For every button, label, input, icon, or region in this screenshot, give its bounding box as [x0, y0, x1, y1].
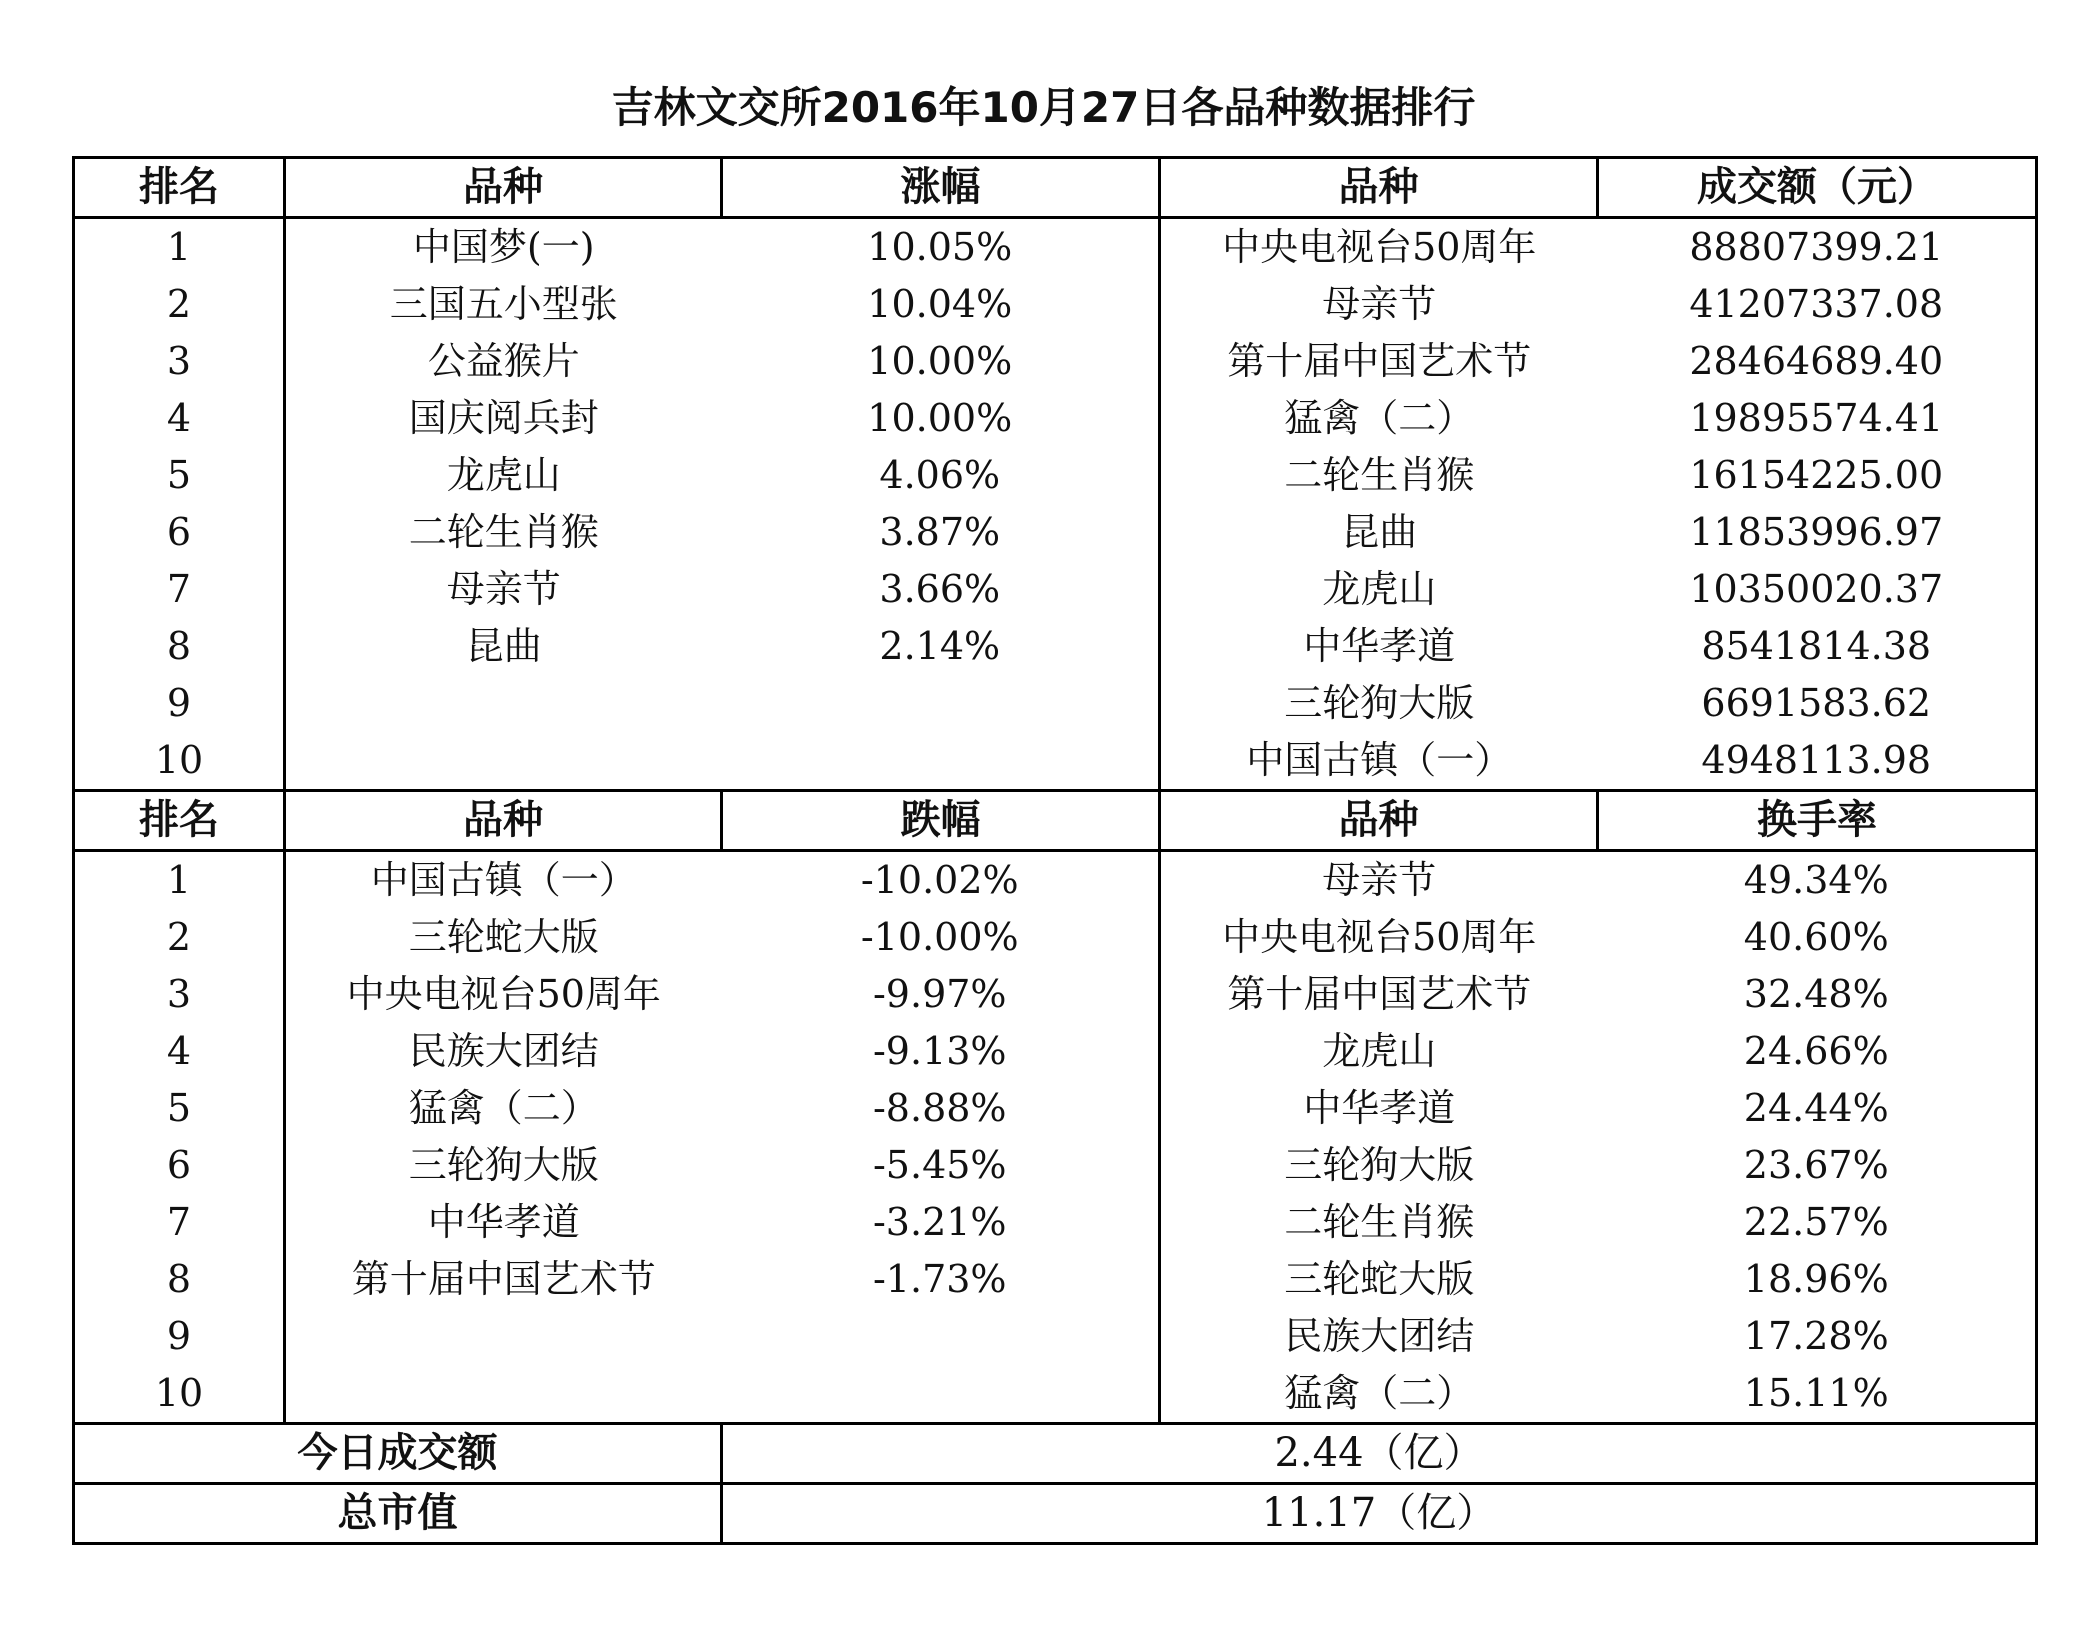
table-cell: 中华孝道	[1303, 1086, 1456, 1130]
table-cell: 猛禽（二）	[1284, 396, 1475, 440]
table-row	[74, 276, 2037, 333]
table-cell: 41207337.08	[1689, 282, 1944, 326]
table-cell: 22.57%	[1743, 1200, 1889, 1244]
table-cell: 公益猴片	[427, 339, 580, 383]
table-cell: 中华孝道	[1303, 624, 1456, 668]
table-cell: 中国古镇（一）	[1246, 738, 1513, 782]
table-cell: -8.88%	[722, 1080, 1160, 1137]
table-row	[74, 1137, 2037, 1194]
table-cell: 2	[74, 276, 285, 333]
column-header: 品种	[1160, 791, 1598, 851]
column-header: 排名	[74, 791, 285, 851]
table-cell: 6	[74, 1137, 285, 1194]
table-cell: -1.73%	[722, 1251, 1160, 1308]
table-cell: 母亲节	[1322, 282, 1437, 326]
page-title: 吉林文交所2016年10月27日各品种数据排行	[611, 83, 1476, 132]
table-cell: 第十届中国艺术节	[351, 1257, 656, 1301]
table-cell: 23.67%	[1743, 1143, 1889, 1187]
market-cap-value: 11.17（亿）	[722, 1484, 2037, 1544]
table-cell: 4948113.98	[1701, 738, 1932, 782]
table-cell: 民族大团结	[408, 1029, 599, 1073]
table-cell	[285, 1308, 722, 1365]
table-cell: 11853996.97	[1689, 510, 1944, 554]
table-row	[74, 732, 2037, 791]
table-cell	[722, 1308, 1160, 1365]
table-cell: 4	[74, 1023, 285, 1080]
table-row	[74, 333, 2037, 390]
table-cell: 二轮生肖猴	[408, 510, 599, 554]
table-row	[74, 1023, 2037, 1080]
table-row	[74, 561, 2037, 618]
table-cell: 1	[74, 851, 285, 910]
table-cell: 国庆阅兵封	[408, 396, 599, 440]
table-row	[74, 1251, 2037, 1308]
table-cell: 中央电视台50周年	[346, 972, 661, 1016]
table-cell: -10.00%	[722, 909, 1160, 966]
table-cell: 24.66%	[1743, 1029, 1889, 1073]
table-cell: 二轮生肖猴	[1284, 1200, 1475, 1244]
table-cell: 3.87%	[722, 504, 1160, 561]
table-row	[74, 618, 2037, 675]
table-cell: 昆曲	[1341, 510, 1418, 554]
table-cell: 8	[74, 1251, 285, 1308]
table-row	[74, 851, 2037, 910]
table-cell: -3.21%	[722, 1194, 1160, 1251]
table-cell: -9.13%	[722, 1023, 1160, 1080]
column-header: 换手率	[1598, 791, 2037, 851]
table-cell: 三轮狗大版	[408, 1143, 599, 1187]
table-row	[74, 447, 2037, 504]
table-cell: 7	[74, 561, 285, 618]
table-cell: 昆曲	[465, 624, 542, 668]
table-cell: 4	[74, 390, 285, 447]
column-header: 品种	[1160, 158, 1598, 218]
table-cell: 5	[74, 447, 285, 504]
table-cell: 19895574.41	[1689, 396, 1944, 440]
table-cell: 9	[74, 1308, 285, 1365]
table-cell: 龙虎山	[1322, 1029, 1437, 1073]
table-row	[74, 218, 2037, 277]
table-cell: 24.44%	[1743, 1086, 1889, 1130]
table-row	[74, 1194, 2037, 1251]
table-row	[74, 1365, 2037, 1424]
table-cell: 10.05%	[722, 218, 1160, 277]
table-cell	[285, 732, 722, 791]
table-cell: 10.00%	[722, 333, 1160, 390]
table-cell: 2	[74, 909, 285, 966]
table-cell: 1	[74, 218, 285, 277]
top-header-row	[74, 158, 2037, 218]
top-section	[74, 158, 2037, 791]
table-cell: -10.02%	[722, 851, 1160, 910]
table-cell: 8541814.38	[1701, 624, 1932, 668]
table-cell: 10350020.37	[1689, 567, 1944, 611]
table-cell	[285, 675, 722, 732]
table-row	[74, 1308, 2037, 1365]
ranking-table	[72, 156, 2038, 1545]
table-cell: 2.14%	[722, 618, 1160, 675]
table-cell: 10.04%	[722, 276, 1160, 333]
table-cell: 6691583.62	[1701, 681, 1932, 725]
table-cell: 5	[74, 1080, 285, 1137]
table-cell: 猛禽（二）	[1284, 1371, 1475, 1415]
table-cell: 中央电视台50周年	[1222, 225, 1537, 269]
table-row	[74, 504, 2037, 561]
table-cell: 7	[74, 1194, 285, 1251]
table-cell: -9.97%	[722, 966, 1160, 1023]
table-cell: 32.48%	[1743, 972, 1889, 1016]
table-cell	[722, 1365, 1160, 1424]
table-cell: 28464689.40	[1689, 339, 1944, 383]
table-cell: 第十届中国艺术节	[1227, 339, 1532, 383]
table-cell: 88807399.21	[1689, 225, 1944, 269]
table-cell	[722, 675, 1160, 732]
table-cell: 龙虎山	[1322, 567, 1437, 611]
table-cell: 猛禽（二）	[408, 1086, 599, 1130]
table-cell: 8	[74, 618, 285, 675]
table-cell: 10	[74, 732, 285, 791]
table-cell: 49.34%	[1743, 858, 1889, 902]
table-cell: 6	[74, 504, 285, 561]
column-header: 成交额（元）	[1598, 158, 2037, 218]
table-cell: 17.28%	[1743, 1314, 1889, 1358]
table-cell: 母亲节	[446, 567, 561, 611]
table-cell: 3	[74, 333, 285, 390]
table-cell	[285, 1365, 722, 1424]
table-cell: 15.11%	[1743, 1371, 1889, 1415]
table-cell: 中国梦(一)	[412, 225, 595, 269]
bottom-header-row	[74, 791, 2037, 851]
bottom-section	[74, 791, 2037, 1424]
table-cell: 10.00%	[722, 390, 1160, 447]
table-cell: 民族大团结	[1284, 1314, 1475, 1358]
table-cell: 18.96%	[1743, 1257, 1889, 1301]
column-header: 涨幅	[722, 158, 1160, 218]
table-cell: 第十届中国艺术节	[1227, 972, 1532, 1016]
column-header: 排名	[74, 158, 285, 218]
table-cell: 母亲节	[1322, 858, 1437, 902]
table-cell: 三轮狗大版	[1284, 1143, 1475, 1187]
table-cell: 中国古镇（一）	[370, 858, 637, 902]
summary-section	[74, 1424, 2037, 1544]
table-cell: 16154225.00	[1689, 453, 1944, 497]
table-row	[74, 966, 2037, 1023]
table-row	[74, 675, 2037, 732]
table-row	[74, 1080, 2037, 1137]
table-row	[74, 909, 2037, 966]
table-cell: 40.60%	[1743, 915, 1889, 959]
market-cap-label: 总市值	[74, 1484, 722, 1544]
table-row	[74, 390, 2037, 447]
market-cap-row	[74, 1484, 2037, 1544]
table-cell: 二轮生肖猴	[1284, 453, 1475, 497]
table-cell: 中华孝道	[427, 1200, 580, 1244]
today-volume-row	[74, 1424, 2037, 1484]
table-cell: 3.66%	[722, 561, 1160, 618]
table-cell: 三轮蛇大版	[1284, 1257, 1475, 1301]
table-cell: 4.06%	[722, 447, 1160, 504]
column-header: 跌幅	[722, 791, 1160, 851]
today-volume-value: 2.44（亿）	[722, 1424, 2037, 1484]
table-cell: -5.45%	[722, 1137, 1160, 1194]
today-volume-label: 今日成交额	[74, 1424, 722, 1484]
table-cell: 中央电视台50周年	[1222, 915, 1537, 959]
table-cell: 10	[74, 1365, 285, 1424]
table-cell: 三轮蛇大版	[408, 915, 599, 959]
table-cell	[722, 732, 1160, 791]
table-cell: 3	[74, 966, 285, 1023]
table-cell: 三国五小型张	[389, 282, 618, 326]
table-cell: 龙虎山	[446, 453, 561, 497]
column-header: 品种	[285, 791, 722, 851]
table-cell: 三轮狗大版	[1284, 681, 1475, 725]
table-cell: 9	[74, 675, 285, 732]
column-header: 品种	[285, 158, 722, 218]
